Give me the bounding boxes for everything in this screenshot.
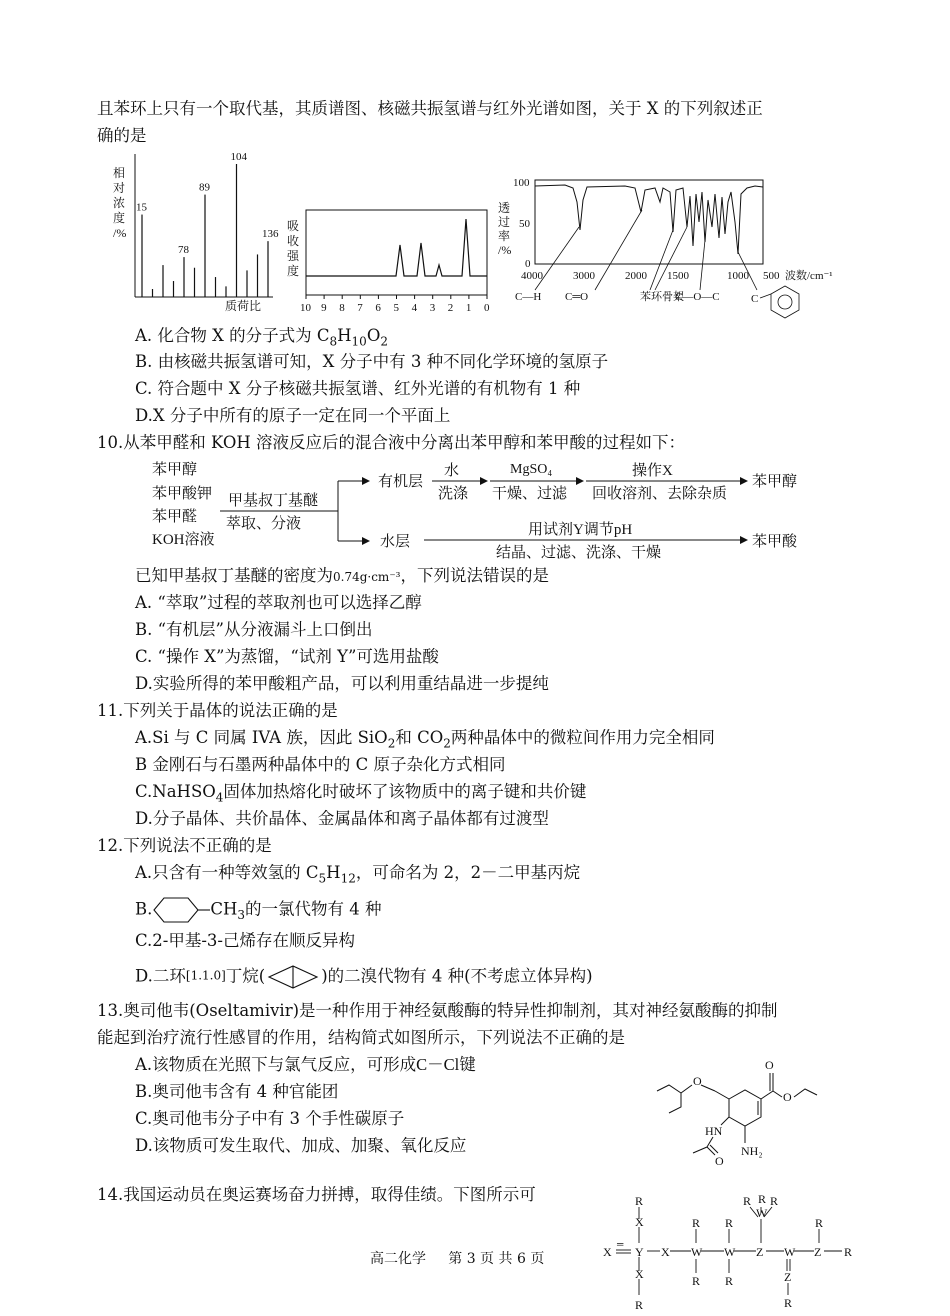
q9-option-d: D.X 分子中所有的原子一定在同一个平面上 bbox=[135, 406, 451, 425]
q14-atom-r-end: R bbox=[844, 1245, 853, 1259]
q12-option-c: C.2-甲基-3-己烯存在顺反异构 bbox=[135, 931, 356, 950]
svg-text:R: R bbox=[815, 1216, 824, 1230]
ir-xtick-2000: 2000 bbox=[625, 270, 647, 282]
svg-text:R: R bbox=[635, 1195, 644, 1208]
nmr-tick-label: 4 bbox=[411, 302, 418, 314]
ms-peak-label: 89 bbox=[199, 181, 210, 194]
flow-input-4: KOH溶液 bbox=[152, 532, 215, 548]
nmr-tick-label: 8 bbox=[339, 302, 345, 314]
ir-ylabel-char: 过 bbox=[498, 215, 511, 229]
cyclohexane-icon bbox=[152, 896, 210, 924]
flow-opx-bottom: 回收溶剂、去除杂质 bbox=[592, 486, 728, 502]
svg-text:R: R bbox=[743, 1195, 752, 1208]
ir-xtick-3000: 3000 bbox=[573, 270, 595, 282]
q10-flowchart bbox=[140, 456, 820, 566]
svg-text:═: ═ bbox=[617, 1239, 624, 1249]
svg-text:R: R bbox=[758, 1195, 767, 1206]
page-footer: 高二化学 第 3 页 共 6 页 bbox=[370, 1251, 545, 1267]
arrow-icon bbox=[362, 477, 370, 485]
nmr-ylabel-char: 度 bbox=[287, 264, 300, 278]
q14-atom-z1: Z bbox=[756, 1245, 764, 1259]
q14-atom-w2: W bbox=[724, 1245, 736, 1259]
ose-label-o2: O bbox=[783, 1090, 792, 1104]
ir-ylabel-char: 透 bbox=[498, 201, 511, 215]
nmr-tick-label: 7 bbox=[357, 302, 363, 314]
ose-label-o4: O bbox=[715, 1154, 724, 1165]
flow-y-bottom: 结晶、过滤、洗涤、干燥 bbox=[496, 545, 662, 561]
ir-chart bbox=[495, 172, 840, 327]
ir-xtick-4000: 4000 bbox=[521, 270, 543, 282]
flow-input-1: 苯甲醇 bbox=[152, 462, 198, 478]
q10-option-d: D.实验所得的苯甲酸粗产品，可以利用重结晶进一步提纯 bbox=[135, 674, 549, 693]
q10-stem: 10.从苯甲醛和 KOH 溶液反应后的混合液中分离出苯甲醇和苯甲酸的过程如下： bbox=[97, 433, 686, 452]
flow-opx-top: 操作X bbox=[632, 463, 673, 479]
nmr-tick-label: 2 bbox=[447, 302, 454, 314]
ose-label-o1: O bbox=[765, 1058, 774, 1072]
nmr-ylabel-char: 收 bbox=[287, 234, 300, 248]
ir-frame bbox=[535, 180, 763, 264]
q11-stem: 11.下列关于晶体的说法正确的是 bbox=[97, 701, 338, 720]
q14-atom-x-top: X bbox=[635, 1215, 644, 1229]
q13-stem-2: 能起到治疗流行性感冒的作用，结构简式如图所示，下列说法不正确的是 bbox=[97, 1028, 625, 1047]
q12-stem: 12.下列说法不正确的是 bbox=[97, 836, 272, 855]
nmr-tick-label: 10 bbox=[300, 302, 311, 314]
ir-xunit: 波数/cm⁻¹ bbox=[785, 270, 833, 282]
ms-peak-label: 104 bbox=[230, 152, 247, 163]
ms-peak-label: 136 bbox=[262, 228, 279, 241]
arrow-icon bbox=[362, 537, 370, 545]
arrow-icon bbox=[480, 477, 488, 485]
nmr-tick-label: 9 bbox=[321, 302, 327, 314]
q14-atom-w3: W bbox=[784, 1245, 796, 1259]
ms-peak-label: 78 bbox=[178, 244, 189, 257]
ir-ylabel bbox=[498, 201, 511, 257]
q14-stem: 14.我国运动员在奥运赛场奋力拼搏，取得佳绩。下图所示可 bbox=[97, 1185, 536, 1204]
nmr-chart bbox=[283, 205, 493, 315]
q12-option-d: D.二环[1.1.0]丁烷( )的二溴代物有 4 种(不考虑立体异构) bbox=[135, 964, 593, 990]
intro-line-1: 且苯环上只有一个取代基，其质谱图、核磁共振氢谱与红外光谱如图，关于 X 的下列叙述正 bbox=[97, 99, 763, 118]
ms-xlabel: 质荷比 bbox=[225, 299, 262, 313]
flow-product-2: 苯甲酸 bbox=[752, 534, 798, 550]
intro-line-2: 确的是 bbox=[97, 126, 147, 145]
ir-leader-coc bbox=[700, 240, 705, 290]
q9-option-a: A. 化合物 X 的分子式为 $C_8H_{10}O_2$ bbox=[135, 326, 388, 349]
q9-option-c: C. 符合题中 X 分子核磁共振氢谱、红外光谱的有机物有 1 种 bbox=[135, 379, 581, 398]
flow-aqueous-layer: 水层 bbox=[380, 534, 411, 550]
nmr-ylabel bbox=[287, 219, 300, 278]
bicyclobutane-icon bbox=[265, 964, 321, 990]
ir-annot-ring: 苯环骨架 bbox=[640, 291, 684, 303]
ir-phenyl-bond bbox=[760, 294, 771, 298]
q14-structure bbox=[598, 1195, 866, 1316]
ir-ytick-100: 100 bbox=[513, 177, 530, 189]
svg-text:R: R bbox=[784, 1296, 793, 1310]
q10-option-c: C. “操作 X”为蒸馏，“试剂 Y”可选用盐酸 bbox=[135, 647, 439, 666]
benzene-circle-icon bbox=[778, 295, 792, 309]
arrow-icon bbox=[740, 536, 748, 544]
q12-option-a: A.只含有一种等效氢的 $C_5H_{12}$，可命名为 2，2－二甲基丙烷 bbox=[135, 863, 581, 886]
q13-stem-1: 13.奥司他韦(Oseltamivir)是一种作用于神经氨酸酶的特异性抑制剂，其对神经氨酸酶的抑制 bbox=[97, 1001, 778, 1020]
q10-known: 已知甲基叔丁基醚的密度为0.74g·cm⁻³，下列说法错误的是 bbox=[135, 566, 549, 585]
flow-water-top: 水 bbox=[444, 463, 460, 479]
ms-ylabel-char: 对 bbox=[113, 181, 126, 195]
q14-atom-w1: W bbox=[691, 1245, 703, 1259]
q14-atom-z2: Z bbox=[814, 1245, 822, 1259]
flow-water-bottom: 洗涤 bbox=[438, 486, 469, 502]
nmr-frame bbox=[306, 210, 487, 295]
q11-option-c: C.NaHSO$_4$固体加热熔化时破坏了该物质中的离子键和共价键 bbox=[135, 782, 587, 805]
q14-atom-x-mid: X bbox=[661, 1245, 670, 1259]
ir-xtick-500: 500 bbox=[763, 270, 780, 282]
nmr-ylabel-char: 强 bbox=[287, 249, 300, 263]
nmr-ylabel-char: 吸 bbox=[287, 219, 300, 233]
nmr-tick-label: 0 bbox=[484, 302, 490, 314]
ir-xtick-1000: 1000 bbox=[727, 270, 749, 282]
svg-text:X: X bbox=[603, 1245, 612, 1259]
ms-peak-label: 15 bbox=[136, 201, 147, 214]
svg-text:R: R bbox=[692, 1216, 701, 1230]
q10-option-b: B. “有机层”从分液漏斗上口倒出 bbox=[135, 620, 373, 639]
q13-option-b: B.奥司他韦含有 4 种官能团 bbox=[135, 1082, 339, 1101]
q14-atom-y: Y bbox=[635, 1245, 644, 1259]
ir-xtick-1500: 1500 bbox=[667, 270, 689, 282]
ir-ytick-50: 50 bbox=[519, 218, 530, 230]
ir-annot-coc: C—O—C bbox=[675, 291, 720, 303]
q11-option-d: D.分子晶体、共价晶体、金属晶体和离子晶体都有过渡型 bbox=[135, 809, 549, 828]
ir-trace bbox=[535, 185, 763, 254]
flow-step1-top: 甲基叔丁基醚 bbox=[228, 493, 319, 509]
flow-input-2: 苯甲酸钾 bbox=[152, 486, 213, 502]
q11-option-b: B 金刚石与石墨两种晶体中的 C 原子杂化方式相同 bbox=[135, 755, 506, 774]
flow-product-1: 苯甲醇 bbox=[752, 474, 798, 490]
ms-ylabel-char: /% bbox=[113, 226, 127, 240]
flow-mgso4-top: MgSO₄ bbox=[510, 462, 553, 477]
ir-ytick-0: 0 bbox=[525, 258, 531, 270]
q14-atom-z3: Z bbox=[784, 1270, 792, 1284]
q13-option-d: D.该物质可发生取代、加成、加聚、氧化反应 bbox=[135, 1136, 467, 1155]
q12-option-b: B. $CH_3$的一氯代物有 4 种 bbox=[135, 896, 382, 926]
ms-ylabel-char: 度 bbox=[113, 211, 126, 225]
q10-option-a: A. “萃取”过程的萃取剂也可以选择乙醇 bbox=[135, 593, 422, 612]
svg-text:X: X bbox=[635, 1267, 644, 1281]
nmr-trace bbox=[306, 219, 487, 276]
nmr-tick-label: 6 bbox=[375, 302, 381, 314]
ir-annot-ch: C—H bbox=[515, 291, 542, 303]
ose-label-o3: O bbox=[693, 1074, 702, 1088]
q11-option-a: A.Si 与 C 同属 IVA 族，因此 SiO$_2$和 $CO_2$两种晶体中的微粒间作用力完全相同 bbox=[135, 728, 715, 751]
nmr-tick-label: 3 bbox=[429, 302, 436, 314]
q9-option-b: B. 由核磁共振氢谱可知，X 分子中有 3 种不同化学环境的氢原子 bbox=[135, 352, 609, 371]
flow-step1-bottom: 萃取、分液 bbox=[226, 516, 302, 532]
ir-annot-c: C bbox=[751, 293, 759, 305]
ir-ylabel-char: 率 bbox=[498, 229, 511, 243]
svg-text:W: W bbox=[756, 1206, 768, 1220]
svg-text:R: R bbox=[692, 1274, 701, 1288]
ms-ylabel-char: 相 bbox=[113, 166, 126, 180]
q13-option-a: A.该物质在光照下与氯气反应，可形成C－Cl键 bbox=[135, 1055, 476, 1074]
nmr-tick-label: 1 bbox=[465, 302, 472, 314]
arrow-icon bbox=[740, 477, 748, 485]
ms-ylabel-char: 浓 bbox=[113, 196, 126, 210]
flow-input-3: 苯甲醛 bbox=[152, 509, 198, 525]
svg-text:R: R bbox=[725, 1216, 734, 1230]
svg-text:R: R bbox=[635, 1298, 644, 1312]
oseltamivir-structure bbox=[645, 1055, 825, 1165]
flow-mgso4-bottom: 干燥、过滤 bbox=[492, 486, 568, 502]
mass-spectrum-chart bbox=[108, 152, 283, 317]
ir-annot-co: C═O bbox=[565, 291, 589, 303]
ose-label-hn: HN bbox=[705, 1124, 723, 1138]
ms-ylabel bbox=[113, 165, 126, 240]
flow-y-top: 用试剂Y调节pH bbox=[528, 522, 633, 538]
q13-option-c: C.奥司他韦分子中有 3 个手性碳原子 bbox=[135, 1109, 405, 1128]
benzene-ring-icon bbox=[771, 286, 799, 318]
svg-text:R: R bbox=[725, 1274, 734, 1288]
ose-label-nh2: NH₂ bbox=[741, 1144, 763, 1158]
flow-organic-layer: 有机层 bbox=[378, 474, 424, 490]
ir-ylabel-char: /% bbox=[498, 243, 512, 257]
nmr-tick-label: 5 bbox=[393, 302, 399, 314]
svg-text:R: R bbox=[770, 1195, 779, 1208]
arrow-icon bbox=[576, 477, 584, 485]
